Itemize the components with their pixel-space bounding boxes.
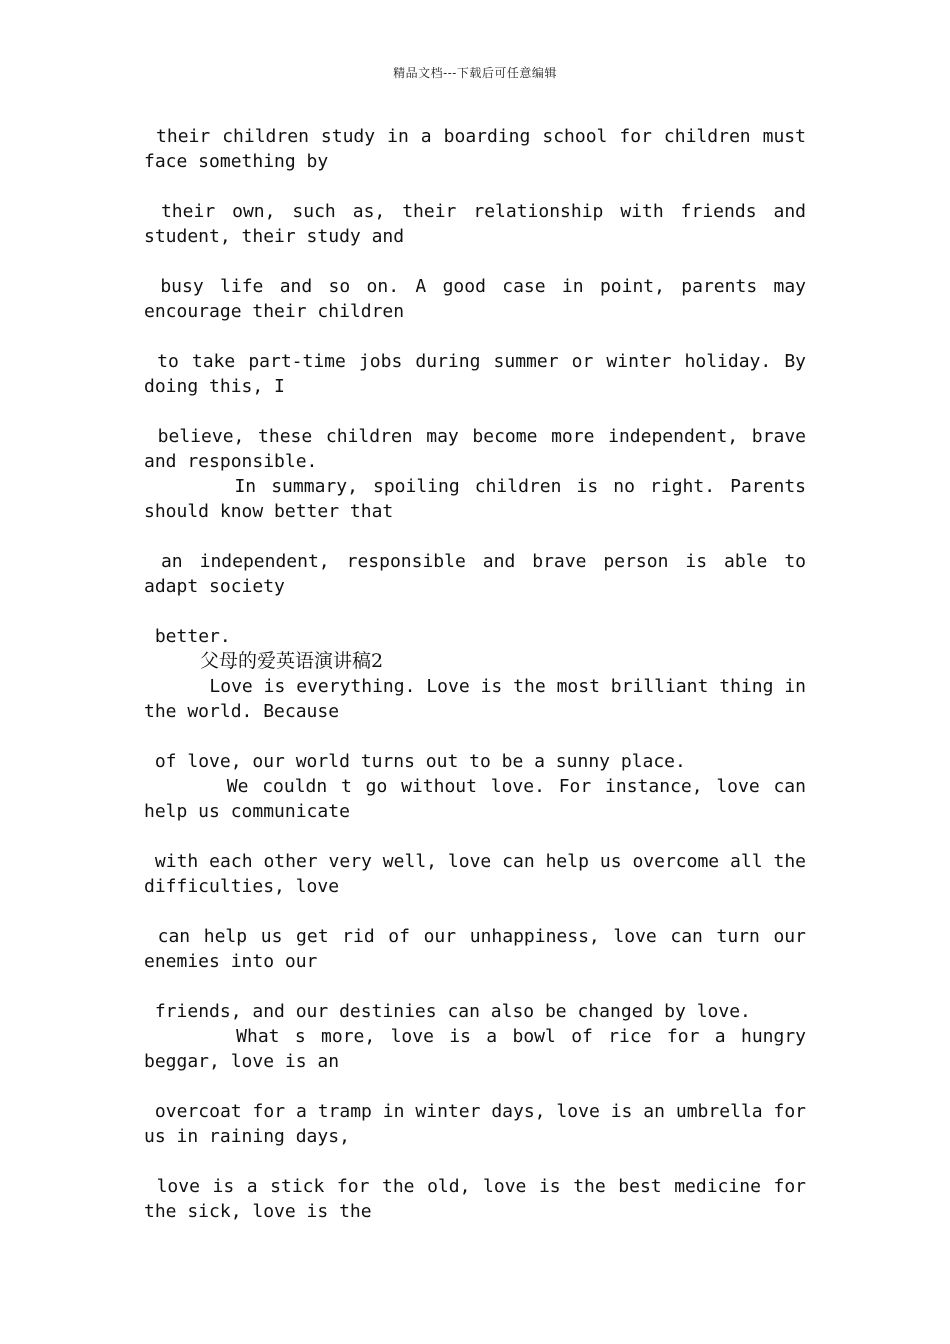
paragraph: to take part-time jobs during summer or winter holiday. By doing this, I bbox=[144, 351, 817, 397]
paragraph: their children study in a boarding school for children must face something by bbox=[144, 126, 817, 172]
paragraph: friends, and our destinies can also be changed by love. bbox=[144, 1001, 751, 1022]
section-heading: 父母的爱英语演讲稿2 bbox=[200, 650, 384, 672]
document-body bbox=[144, 124, 817, 1224]
paragraph: love is a stick for the old, love is the best medicine for the sick, love is the bbox=[144, 1176, 817, 1222]
paragraph: an independent, responsible and brave person is able to adapt society bbox=[144, 551, 817, 597]
paragraph: What s more, love is a bowl of rice for a hungry beggar, love is an bbox=[144, 1026, 817, 1072]
paragraph: can help us get rid of our unhappiness, love can turn our enemies into our bbox=[144, 926, 817, 972]
paragraph: busy life and so on. A good case in point, parents may encourage their children bbox=[144, 276, 817, 322]
paragraph: better. bbox=[144, 626, 231, 647]
paragraph: overcoat for a tramp in winter days, love is an umbrella for us in raining days, bbox=[144, 1101, 817, 1147]
page-header: 精品文档---下载后可任意编辑 bbox=[393, 66, 557, 80]
paragraph: In summary, spoiling children is no right. Parents should know better that bbox=[144, 476, 817, 522]
paragraph: We couldn t go without love. For instance, love can help us communicate bbox=[144, 776, 817, 822]
paragraph: their own, such as, their relationship with friends and student, their study and bbox=[144, 201, 817, 247]
paragraph: with each other very well, love can help us overcome all the difficulties, love bbox=[144, 851, 817, 897]
paragraph: believe, these children may become more independent, brave and responsible. bbox=[144, 426, 817, 472]
paragraph: Love is everything. Love is the most brilliant thing in the world. Because bbox=[144, 676, 817, 722]
paragraph: of love, our world turns out to be a sunny place. bbox=[144, 751, 686, 772]
